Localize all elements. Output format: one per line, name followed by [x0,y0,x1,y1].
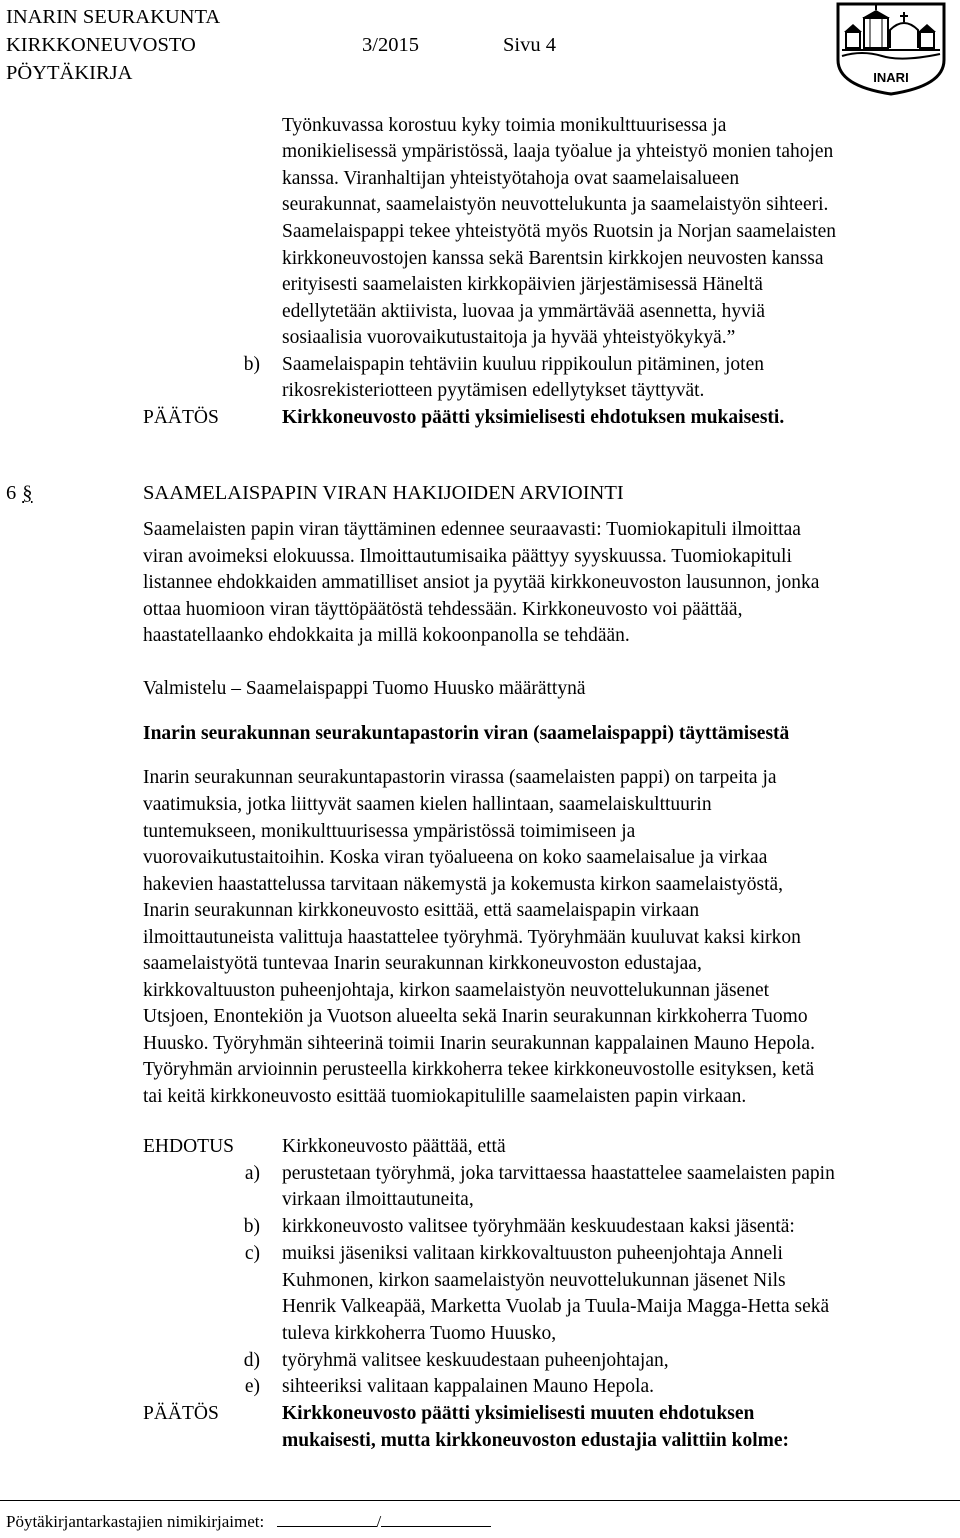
decision-label: PÄÄTÖS [143,407,219,428]
footer-label: Pöytäkirjantarkastajien nimikirjaimet: [6,1512,265,1531]
text-line: erityisesti saamelaisten kirkkopäivien järjestämisessä Häneltä [282,274,763,295]
preparation-line: Valmistelu – Saamelaispappi Tuomo Huusko määrättynä [143,678,586,699]
text-line: virkaan ilmoittautuneita, [282,1189,474,1210]
text-line: Saamelaispappi tekee yhteistyötä myös Ruotsin ja Norjan saamelaisten [282,221,836,242]
decision-text: Kirkkoneuvosto päätti yksimielisesti muuten ehdotuksen [282,1403,755,1424]
text-line: tuleva kirkkoherra Tuomo Huusko, [282,1323,557,1344]
section-number-value: 6 [6,482,17,504]
text-line: Henrik Valkeapää, Marketta Vuolab ja Tuula-Maija Magga-Hetta sekä [282,1296,830,1317]
signature-blank-2 [381,1512,491,1527]
proposal-label: EHDOTUS [143,1136,234,1157]
text-line: haastatellaanko ehdokkaita ja millä kokoonpanolla se tehdään. [143,625,630,646]
item-label-b: b) [243,354,260,375]
text-line: tuntemukseen, monikulttuurisessa ympäristössä toimimiseen ja [143,821,636,842]
text-line: ilmoittautuneista valittuja haastattelee työryhmä. Työryhmään kuuluvat kaksi kirkon [143,927,801,948]
text-line: monikielisessä ympäristössä, laaja työalue ja yhteistyö monien tahojen [282,141,834,162]
text-line: muiksi jäseniksi valitaan kirkkovaltuuston puheenjohtaja Anneli [282,1243,783,1264]
text-line: Kuhmonen, kirkon saamelaistyön neuvottelukunnan jäsenet Nils [282,1270,786,1291]
parish-logo [832,2,950,96]
decision-text: mukaisesti, mutta kirkkoneuvoston edustajia valittiin kolme: [282,1430,790,1451]
header-doctype: PÖYTÄKIRJA [6,62,133,84]
text-line: edellytetään aktiivista, luovaa ja ymmärtävää asennetta, hyviä [282,301,765,322]
subheading: Inarin seurakunnan seurakuntapastorin viran (saamelaispappi) täyttämisestä [143,723,790,744]
text-line: ottaa huomioon viran täyttöpäätöstä tehdessään. Kirkkoneuvosto voi päättää, [143,599,743,620]
proposal-intro: Kirkkoneuvosto päättää, että [282,1136,506,1157]
header-page: Sivu 4 [503,34,556,56]
text-line: vaatimuksia, jotka liittyvät saamen kielen hallintaan, saamelaiskulttuurin [143,794,712,815]
footer-rule [0,1500,960,1501]
section-number [6,482,33,505]
item-label-c: c) [244,1243,260,1264]
item-label-a: a) [244,1163,260,1184]
text-line: Utsjoen, Enontekiön ja Vuotson alueelta sekä Inarin seurakunnan kirkkoherra Tuomo [143,1006,808,1027]
text-line: Huusko. Työryhmän sihteerinä toimii Inarin seurakunnan kappalainen Mauno Hepola. [143,1033,815,1054]
text-line: kanssa. Viranhaltijan yhteistyötahoja ovat saamelaisalueen [282,168,740,189]
header-issue: 3/2015 [362,34,419,56]
text-line: saamelaistyötä tuntevaa Inarin seurakunnan kirkkoneuvoston edustajaa, [143,953,702,974]
text-line: sihteeriksi valitaan kappalainen Mauno Hepola. [282,1376,655,1397]
header-org: INARIN SEURAKUNTA [6,6,221,28]
decision-label: PÄÄTÖS [143,1403,219,1424]
text-line: Inarin seurakunnan kirkkoneuvosto esittää, että saamelaispapin virkaan [143,900,700,921]
text-line: kirkkoneuvosto valitsee työryhmään keskuudestaan kaksi jäsentä: [282,1216,795,1237]
item-label-b: b) [243,1216,260,1237]
text-line: sosiaalisia vuorovaikutustaitoja ja hyvää yhteistyökykyä.” [282,327,736,348]
header-body: KIRKKONEUVOSTO [6,34,196,56]
text-line: Työnkuvassa korostuu kyky toimia monikulttuurisessa ja [282,115,727,136]
decision-text: Kirkkoneuvosto päätti yksimielisesti ehdotuksen mukaisesti. [282,407,785,428]
text-line: hakevien haastattelussa tarvitaan näkemystä ja kokemusta kirkon saamelaistyöstä, [143,874,784,895]
text-line: vuorovaikutustaitoihin. Koska viran työalueena on koko saamelaisalue ja virkaa [143,847,768,868]
item-label-e: e) [244,1376,260,1397]
text-line: perustetaan työryhmä, joka tarvittaessa haastattelee saamelaisten papin [282,1163,835,1184]
section-mark: § [22,482,33,504]
text-line: viran avoimeksi elokuussa. Ilmoittautumisaika päättyy syyskuussa. Tuomiokapituli [143,546,792,567]
text-line: Inarin seurakunnan seurakuntapastorin virassa (saamelaisten pappi) on tarpeita ja [143,767,777,788]
item-label-d: d) [243,1350,260,1371]
text-line: listannee ehdokkaiden ammatilliset ansiot ja pyytää kirkkoneuvoston lausunnon, jonka [143,572,820,593]
text-line: kirkkovaltuuston puheenjohtaja, kirkon saamelaistyön neuvottelukunnan jäsenet [143,980,770,1001]
text-line: työryhmä valitsee keskuudestaan puheenjohtajan, [282,1350,669,1371]
footer [6,1512,491,1532]
text-line: Saamelaispapin tehtäviin kuuluu rippikoulun pitäminen, joten [282,354,764,375]
text-line: seurakunnat, saamelaistyön neuvottelukunta ja saamelaistyön sihteeri. [282,194,829,215]
section-title: SAAMELAISPAPIN VIRAN HAKIJOIDEN ARVIOINTI [143,482,624,504]
signature-blank-1 [277,1512,377,1527]
text-line: kirkkoneuvostojen kanssa sekä Barentsin kirkkojen neuvosten kanssa [282,248,824,269]
text-line: tai keitä kirkkoneuvosto esittää tuomiokapitulille saamelaisten papin virkaan. [143,1086,747,1107]
logo-label: INARI [873,70,909,85]
footer-separator: / [376,1512,382,1531]
text-line: Saamelaisten papin viran täyttäminen edennee seuraavasti: Tuomiokapituli ilmoittaa [143,519,801,540]
text-line: Työryhmän arvioinnin perusteella kirkkoherra tekee kirkkoneuvostolle esityksen, ketä [143,1059,815,1080]
text-line: rikosrekisteriotteen pyytämisen edellytykset täyttyvät. [282,380,705,401]
